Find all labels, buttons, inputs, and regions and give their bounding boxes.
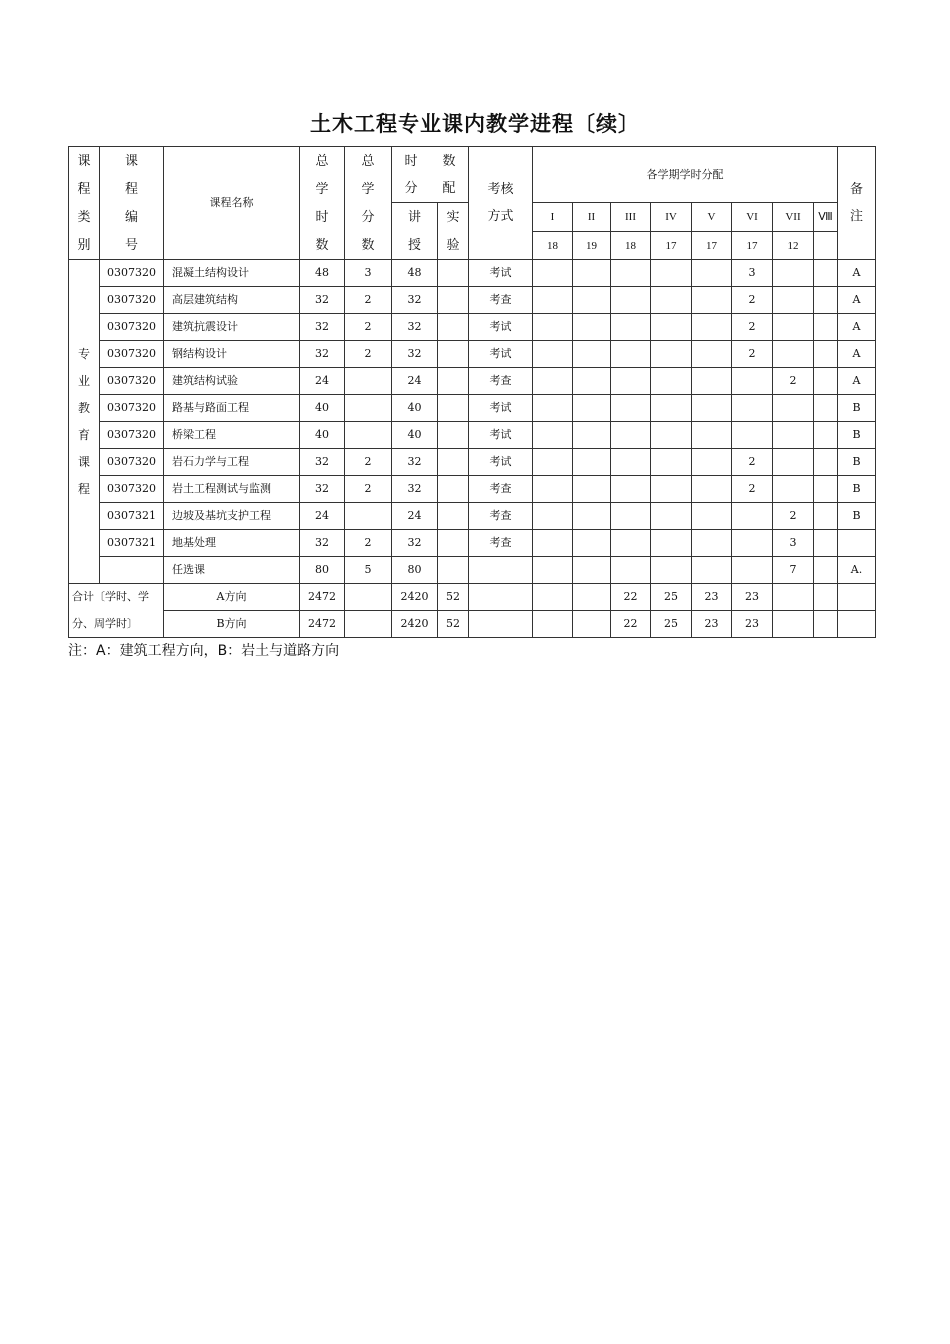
semester-5-hours [692,503,732,530]
header-weeks-2: 19 [573,232,611,260]
h-hours-char: 数 [315,237,329,253]
semester-1-hours [533,260,573,287]
total-credits [345,395,392,422]
semester-7-hours [773,422,814,449]
course-name: 混凝土结构设计 [164,260,300,287]
header-semester-6: VI [732,203,773,232]
exam-method: 考试 [469,395,533,422]
exam-method: 考试 [469,260,533,287]
h-credits-char: 分 [361,209,375,225]
h-credits-char: 学 [361,181,375,197]
header-semester-group: 各学期学时分配 [533,147,838,203]
total-hours: 40 [300,395,345,422]
semester-4-hours: 25 [651,584,692,611]
lecture-hours: 32 [392,530,438,557]
semester-6-hours [732,557,773,584]
semester-1-hours [533,476,573,503]
header-semester-1: I [533,203,573,232]
semester-1-hours [533,395,573,422]
category-char: 育 [77,427,90,442]
course-name: 路基与路面工程 [164,395,300,422]
table-row [69,341,876,368]
course-name: 建筑抗震设计 [164,314,300,341]
total-hours: 48 [300,260,345,287]
semester-5-hours: 23 [692,611,732,638]
course-name: 地基处理 [164,530,300,557]
lab-hours [438,287,469,314]
table-row [69,530,876,557]
h-lec-char: 讲 [407,209,421,225]
course-code: 0307320 [100,341,164,368]
lecture-hours: 40 [392,395,438,422]
lecture-hours: 2420 [392,611,438,638]
course-name: 任选课 [164,557,300,584]
course-code: 0307320 [100,422,164,449]
course-name: 桥梁工程 [164,422,300,449]
semester-7-hours: 7 [773,557,814,584]
lecture-hours: 24 [392,368,438,395]
semester-4-hours [651,395,692,422]
totals-row [69,584,876,611]
remark: A [838,314,876,341]
exam-method: 考试 [469,341,533,368]
header-semester-2: II [573,203,611,232]
table-row [69,260,876,287]
semester-7-hours [773,584,814,611]
header-lecture [392,203,438,260]
header-code [100,147,164,260]
h-remark-char: 注 [849,209,863,224]
exam-method: 考查 [469,530,533,557]
semester-3-hours [611,557,651,584]
lab-hours: 52 [438,611,469,638]
header-weeks-6: 17 [732,232,773,260]
semester-5-hours [692,287,732,314]
semester-3-hours: 22 [611,611,651,638]
h-exam-char: 方式 [487,209,514,224]
exam-method: 考试 [469,422,533,449]
header-semester-4: IV [651,203,692,232]
total-hours: 32 [300,449,345,476]
header-weeks-7: 12 [773,232,814,260]
semester-1-hours [533,449,573,476]
semester-7-hours [773,395,814,422]
total-credits: 2 [345,287,392,314]
lecture-hours: 32 [392,476,438,503]
semester-6-hours [732,368,773,395]
semester-4-hours [651,341,692,368]
h-remark-char: 备 [849,182,863,197]
h-hours-char: 总 [315,153,329,169]
table-row [69,287,876,314]
semester-7-hours [773,341,814,368]
semester-7-hours: 3 [773,530,814,557]
semester-5-hours [692,260,732,287]
exam-method: 考试 [469,449,533,476]
semester-6-hours: 2 [732,341,773,368]
semester-5-hours [692,530,732,557]
course-code: 0307320 [100,368,164,395]
course-name: 岩石力学与工程 [164,449,300,476]
table-row [69,476,876,503]
semester-6-hours: 2 [732,314,773,341]
total-hours: 80 [300,557,345,584]
semester-5-hours [692,341,732,368]
semester-7-hours [773,314,814,341]
semester-1-hours [533,584,573,611]
semester-7-hours [773,449,814,476]
semester-1-hours [533,503,573,530]
semester-3-hours [611,422,651,449]
semester-2-hours [573,341,611,368]
course-name: 钢结构设计 [164,341,300,368]
header-weeks-1: 18 [533,232,573,260]
semester-5-hours [692,395,732,422]
remark: A [838,368,876,395]
lab-hours [438,476,469,503]
h-exam-char: 考核 [487,182,514,197]
total-hours: 24 [300,368,345,395]
semester-3-hours [611,449,651,476]
semester-3-hours: 22 [611,584,651,611]
semester-4-hours [651,557,692,584]
semester-1-hours [533,368,573,395]
semester-2-hours [573,260,611,287]
direction: B方向 [164,611,300,638]
table-row [69,422,876,449]
semester-7-hours: 2 [773,368,814,395]
semester-6-hours: 2 [732,449,773,476]
header-name: 课程名称 [164,147,300,260]
semester-8-hours [814,422,838,449]
exam-method: 考试 [469,314,533,341]
lab-hours [438,422,469,449]
header-hour-allocation: 时 数 分 配 [392,147,469,203]
header-exam-method [469,147,533,260]
totals-row [69,611,876,638]
semester-8-hours [814,503,838,530]
category-char: 课 [77,454,90,469]
semester-5-hours [692,422,732,449]
semester-8-hours [814,449,838,476]
h-lab-char: 实 [446,209,460,225]
exam-method [469,584,533,611]
semester-1-hours [533,314,573,341]
semester-6-hours [732,422,773,449]
semester-7-hours [773,287,814,314]
semester-2-hours [573,611,611,638]
semester-4-hours [651,449,692,476]
semester-2-hours [573,422,611,449]
h-hours-char: 学 [315,181,329,197]
category-char: 程 [77,481,90,496]
course-name: 边坡及基坑支护工程 [164,503,300,530]
course-code: 0307320 [100,287,164,314]
lab-hours [438,503,469,530]
category-char: 专 [77,346,90,361]
total-hours: 40 [300,422,345,449]
total-hours: 2472 [300,584,345,611]
semester-2-hours [573,584,611,611]
h-lec-char: 授 [407,237,421,253]
total-hours: 32 [300,314,345,341]
remark: A [838,260,876,287]
semester-4-hours [651,260,692,287]
semester-8-hours [814,395,838,422]
course-code: 0307320 [100,449,164,476]
semester-2-hours [573,314,611,341]
h-lab-char: 验 [446,237,460,253]
semester-7-hours [773,611,814,638]
total-credits: 2 [345,314,392,341]
semester-3-hours [611,530,651,557]
semester-2-hours [573,287,611,314]
semester-8-hours [814,341,838,368]
total-hours: 2472 [300,611,345,638]
course-code: 0307321 [100,503,164,530]
h-code-char: 课 [124,153,138,169]
semester-7-hours [773,260,814,287]
semester-5-hours [692,557,732,584]
semester-3-hours [611,314,651,341]
semester-3-hours [611,503,651,530]
h-cat-char: 类 [77,209,91,225]
header-total-hours [300,147,345,260]
semester-8-hours [814,557,838,584]
semester-6-hours: 23 [732,584,773,611]
h-code-char: 编 [124,209,138,225]
semester-8-hours [814,530,838,557]
exam-method [469,557,533,584]
course-code: 0307320 [100,395,164,422]
h-credits-char: 数 [361,237,375,253]
remark: A. [838,557,876,584]
total-hours: 32 [300,476,345,503]
category-char: 业 [77,373,90,388]
teaching-schedule-table [68,146,876,638]
total-credits: 5 [345,557,392,584]
exam-method: 考查 [469,368,533,395]
semester-2-hours [573,557,611,584]
semester-1-hours [533,341,573,368]
semester-5-hours [692,449,732,476]
semester-8-hours [814,260,838,287]
total-credits: 2 [345,530,392,557]
semester-4-hours [651,530,692,557]
remark: A [838,287,876,314]
lecture-hours: 48 [392,260,438,287]
lecture-hours: 32 [392,449,438,476]
semester-8-hours [814,611,838,638]
semester-8-hours [814,368,838,395]
total-credits [345,503,392,530]
lab-hours [438,260,469,287]
semester-2-hours [573,530,611,557]
lecture-hours: 24 [392,503,438,530]
h-code-char: 程 [124,181,138,197]
semester-5-hours: 23 [692,584,732,611]
semester-3-hours [611,476,651,503]
lecture-hours: 2420 [392,584,438,611]
semester-3-hours [611,341,651,368]
table-row [69,557,876,584]
remark: B [838,395,876,422]
lab-hours [438,530,469,557]
header-weeks-8 [814,232,838,260]
semester-7-hours: 2 [773,503,814,530]
header-total-credits [345,147,392,260]
lecture-hours: 32 [392,341,438,368]
h-credits-char: 总 [361,153,375,169]
semester-8-hours [814,287,838,314]
lab-hours [438,341,469,368]
header-semester-8: Ⅷ [814,203,838,232]
course-code: 0307320 [100,260,164,287]
semester-6-hours [732,395,773,422]
semester-8-hours [814,584,838,611]
lab-hours [438,368,469,395]
lecture-hours: 80 [392,557,438,584]
semester-8-hours [814,476,838,503]
semester-6-hours: 2 [732,476,773,503]
exam-method [469,611,533,638]
category-cell [69,260,100,584]
table-row [69,368,876,395]
course-name: 岩土工程测试与监测 [164,476,300,503]
table-row [69,395,876,422]
header-weeks-3: 18 [611,232,651,260]
semester-4-hours [651,503,692,530]
course-name: 高层建筑结构 [164,287,300,314]
lecture-hours: 32 [392,314,438,341]
total-credits: 2 [345,341,392,368]
lecture-hours: 32 [392,287,438,314]
h-cat-char: 课 [77,153,91,169]
remark: B [838,476,876,503]
total-credits: 2 [345,476,392,503]
semester-4-hours [651,368,692,395]
header-semester-7: VII [773,203,814,232]
remark: A [838,341,876,368]
course-code [100,557,164,584]
semester-1-hours [533,611,573,638]
direction: A方向 [164,584,300,611]
semester-4-hours [651,476,692,503]
table-row [69,503,876,530]
category-char: 教 [77,400,90,415]
remark: B [838,449,876,476]
table-row [69,449,876,476]
total-hours: 32 [300,341,345,368]
lab-hours [438,557,469,584]
total-credits: 3 [345,260,392,287]
course-code: 0307320 [100,476,164,503]
h-hours-char: 时 [315,209,329,225]
totals-label: 合计〔学时、学 [69,584,164,611]
exam-method: 考查 [469,503,533,530]
course-name: 建筑结构试验 [164,368,300,395]
remark: B [838,503,876,530]
semester-2-hours [573,449,611,476]
header-semester-5: V [692,203,732,232]
total-credits [345,422,392,449]
course-code: 0307320 [100,314,164,341]
semester-6-hours [732,530,773,557]
h-cat-char: 别 [77,237,91,253]
header-category [69,147,100,260]
semester-5-hours [692,368,732,395]
total-hours: 32 [300,530,345,557]
remark [838,584,876,611]
semester-6-hours: 2 [732,287,773,314]
semester-2-hours [573,368,611,395]
semester-4-hours [651,314,692,341]
semester-3-hours [611,287,651,314]
h-cat-char: 程 [77,181,91,197]
totals-label: 分、周学时〕 [69,611,164,638]
remark [838,530,876,557]
header-weeks-4: 17 [651,232,692,260]
semester-3-hours [611,260,651,287]
lab-hours [438,395,469,422]
page-title: 土木工程专业课内教学进程〔续〕 [310,112,640,136]
h-code-char: 号 [124,237,138,253]
semester-6-hours: 23 [732,611,773,638]
semester-1-hours [533,557,573,584]
semester-6-hours: 3 [732,260,773,287]
semester-5-hours [692,314,732,341]
total-hours: 24 [300,503,345,530]
remark: B [838,422,876,449]
semester-5-hours [692,476,732,503]
semester-6-hours [732,503,773,530]
semester-2-hours [573,395,611,422]
semester-3-hours [611,368,651,395]
total-credits: 2 [345,449,392,476]
total-credits [345,584,392,611]
total-credits [345,368,392,395]
remark [838,611,876,638]
total-credits [345,611,392,638]
footnote: 注：A：建筑工程方向，B：岩土与道路方向 [68,643,340,659]
exam-method: 考查 [469,287,533,314]
semester-1-hours [533,287,573,314]
semester-4-hours [651,287,692,314]
total-hours: 32 [300,287,345,314]
semester-8-hours [814,314,838,341]
lecture-hours: 40 [392,422,438,449]
course-code: 0307321 [100,530,164,557]
semester-4-hours [651,422,692,449]
semester-7-hours [773,476,814,503]
semester-1-hours [533,530,573,557]
semester-4-hours: 25 [651,611,692,638]
lab-hours: 52 [438,584,469,611]
semester-2-hours [573,503,611,530]
semester-1-hours [533,422,573,449]
semester-2-hours [573,476,611,503]
table-row [69,314,876,341]
header-remark [838,147,876,260]
header-lab [438,203,469,260]
exam-method: 考查 [469,476,533,503]
header-weeks-5: 17 [692,232,732,260]
lab-hours [438,314,469,341]
semester-3-hours [611,395,651,422]
lab-hours [438,449,469,476]
header-semester-3: III [611,203,651,232]
